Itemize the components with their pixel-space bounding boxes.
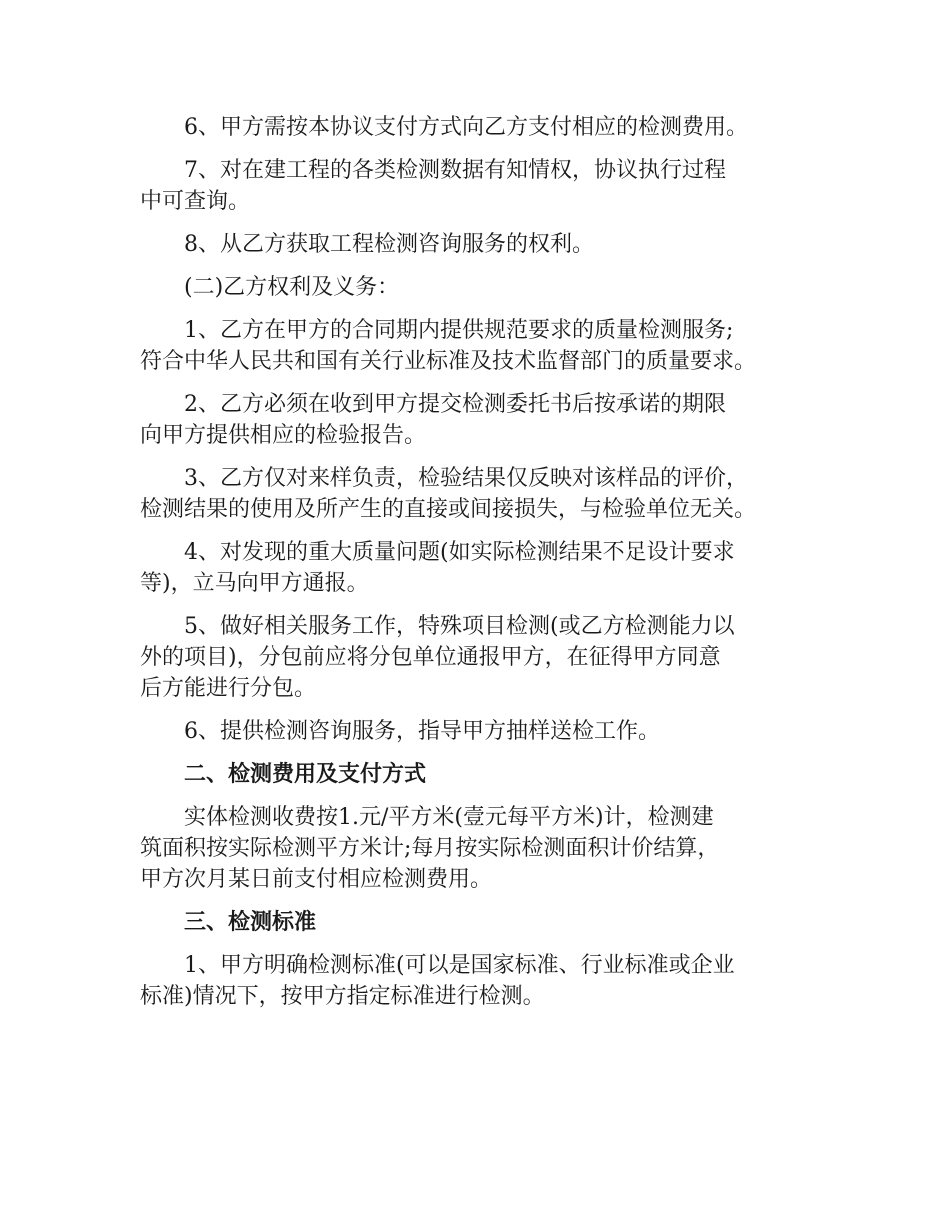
text-line: 甲方次月某日前支付相应检测费用。 [140, 867, 493, 892]
text-line: 检测结果的使用及所产生的直接或间接损失，与检验单位无关。 [140, 497, 757, 522]
section-heading-standards [140, 907, 830, 938]
text-line: 中可查询。 [140, 189, 251, 214]
paragraph-party-b-item-2 [140, 389, 830, 451]
document-page [140, 112, 830, 1024]
paragraph-party-b-item-1 [140, 315, 830, 377]
text-line: 4、对发现的重大质量问题(如实际检测结果不足设计要求 [184, 540, 735, 565]
text-line: 等)，立马向甲方通报。 [140, 571, 369, 596]
subheading-party-b-rights [140, 272, 830, 303]
text-line: 3、乙方仅对来样负责，检验结果仅反映对该样品的评价， [184, 466, 748, 491]
text-line: 6、甲方需按本协议支付方式向乙方支付相应的检测费用。 [184, 115, 748, 140]
text-line: 筑面积按实际检测平方米计;每月按实际检测面积计价结算， [140, 836, 720, 861]
paragraph-party-a-right-7 [140, 155, 830, 217]
text-line: 1、甲方明确检测标准(可以是国家标准、行业标准或企业 [184, 953, 735, 978]
paragraph-fees [140, 802, 830, 895]
text-line: 实体检测收费按1.元/平方米(壹元每平方米)计，检测建 [184, 805, 714, 830]
paragraph-party-a-right-8 [140, 229, 830, 260]
paragraph-party-b-item-4 [140, 537, 830, 599]
paragraph-party-b-item-3 [140, 463, 830, 525]
paragraph-party-b-item-6 [140, 716, 830, 747]
text-line: 6、提供检测咨询服务，指导甲方抽样送检工作。 [184, 719, 660, 744]
text-line: 7、对在建工程的各类检测数据有知情权，协议执行过程 [184, 158, 726, 183]
text-line: 1、乙方在甲方的合同期内提供规范要求的质量检测服务; [184, 318, 734, 343]
paragraph-standards-item-1 [140, 950, 830, 1012]
text-line: 5、做好相关服务工作，特殊项目检测(或乙方检测能力以 [184, 614, 735, 639]
text-line: 外的项目)，分包前应将分包单位通报甲方，在征得甲方同意 [140, 645, 721, 670]
section-heading-fees [140, 759, 830, 790]
paragraph-party-b-item-5 [140, 611, 830, 704]
text-line: 后方能进行分包。 [140, 676, 317, 701]
text-line: 向甲方提供相应的检验报告。 [140, 423, 427, 448]
heading-text: 二、检测费用及支付方式 [184, 762, 427, 787]
text-line: (二)乙方权利及义务： [184, 275, 400, 300]
paragraph-party-a-obligation-6 [140, 112, 830, 143]
text-line: 2、乙方必须在收到甲方提交检测委托书后按承诺的期限 [184, 392, 726, 417]
text-line: 标准)情况下，按甲方指定标准进行检测。 [140, 984, 545, 1009]
heading-text: 三、检测标准 [184, 910, 317, 935]
text-line: 符合中华人民共和国有关行业标准及技术监督部门的质量要求。 [140, 349, 757, 374]
text-line: 8、从乙方获取工程检测咨询服务的权利。 [184, 232, 594, 257]
